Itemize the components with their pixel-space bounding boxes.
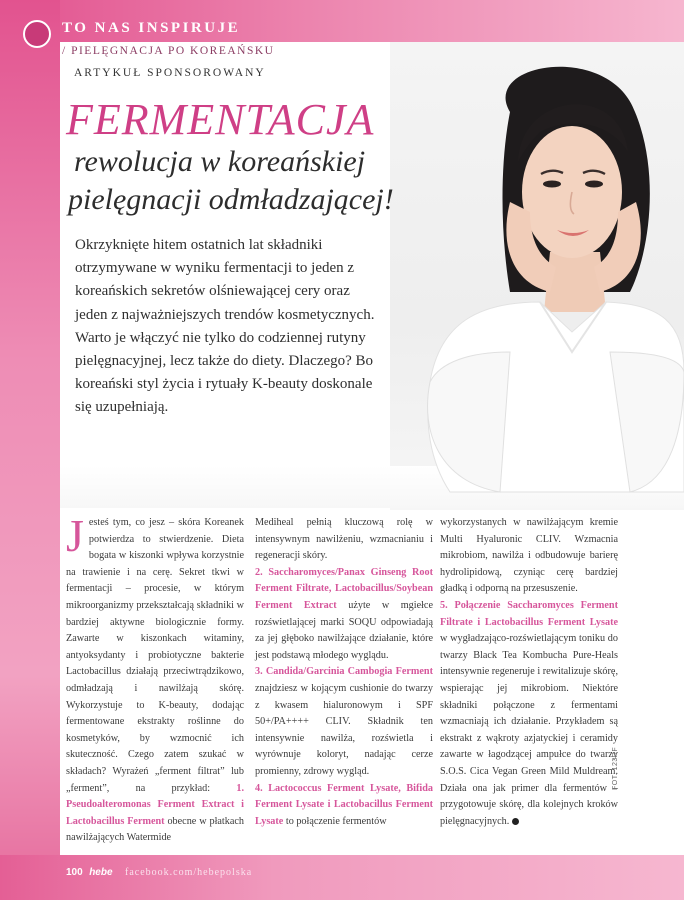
ingredient-highlight: 3. Candida/Garcinia Cambogia Ferment [255, 666, 433, 678]
ingredient-highlight: 5. Połączenie Saccharomyces Ferment Filtrate i Lactobacillus Ferment Lysate [440, 599, 618, 628]
face-mask-icon [23, 20, 51, 48]
left-frame-band [0, 0, 60, 900]
subtitle-line-1: rewolucja w koreańskiej [74, 145, 366, 178]
ingredient-highlight: 4. Lactococcus Ferment Lysate, Bifida Ferment Lysate i Lactobacillus Ferment Lysate [255, 782, 433, 827]
page-footer [66, 867, 252, 878]
sponsored-label: ARTYKUŁ SPONSOROWANY [74, 67, 266, 79]
section-label: / PIELĘGNACJA PO KOREAŃSKU [62, 45, 275, 57]
section-kicker: TO NAS INSPIRUJE [62, 20, 241, 36]
brand-logo: hebe [89, 867, 113, 878]
body-text: w wygładzająco-rozświetlającym toniku do twarzy Black Tea Kombucha Pure-Heals intensywnie regeneruje i rewitalizuje skórę, wspierając jej mikrobiom. Niektóre składniki połączone z fermentami wzmacniają ich działanie. Przykładem są ekstrakt z wąkroty azjatyckiej i ceramidy zawarte w łagodzącej ampułce do twarzy S.O.S. Cica Vegan Green Mild Muldream. Działa ona jak primer dla fermentów – przygotowuje skórę, dla kolejnych kroków pielęgnacyjnych. [440, 633, 618, 827]
body-text: użyte w mgiełce rozświetlającej marki SOQU odpowiadają za jej głęboko nawilżające działanie, które jest podstawą młodego wyglądu. [255, 599, 433, 661]
page-number: 100 [66, 867, 83, 878]
body-text: znajdziesz w kojącym cushionie do twarzy z kwasem hialuronowym i SPF 50+/PA++++ CLIV. Składnik ten intensywnie nawilża, rozświetla i wyrównuje koloryt, nadając cerze promienny, zdrowy wygląd. [255, 682, 433, 777]
photo-credit: FOT. 123RF [612, 746, 619, 790]
text-column-1 [66, 510, 244, 847]
lead-paragraph: Okrzyknięte hitem ostatnich lat składniki otrzymywane w wyniku fermentacji to jeden z koreańskich sekretów olśniewającej cery oraz jeden z najważniejszych trendów kosmetycznych. Warto je włączyć nie tylko do codziennej rutyny pielęgnacyjnej, lecz także do diety. Dlaczego? Bo koreański styl życia i rytuały K-beauty doskonale się uzupełniają. [75, 237, 375, 416]
article-subtitle [68, 143, 448, 219]
ingredient-highlight: 1. Pseudoalteromonas Ferment Extract i Lactobacillus Ferment [66, 782, 244, 827]
body-text: esteś tym, co jesz – skóra Koreanek potwierdza to stwierdzenie. Dieta bogata w kiszonki wpływa korzystnie na trawienie i na cerę. Sekret tkwi w fermentacji – procesie, w którym mikroorganizmy przekształcają składniki w bardziej aktywne biologicznie formy. Zawarte w kiszonkach witaminy, antyoksydanty i probiotyczne bakterie Lactobacillus działają przeciwtrądzikowo, odmładzają i nawilżają skórę. Wykorzystuje to K-beauty, dodając fermentowane ekstrakty roślinne do kosmetyków, by wzmocnić ich skuteczność. Czego zatem szukać w składach? Wyrażeń „ferment filtrat” lub „ferment”, na przykład: [66, 517, 244, 794]
drop-cap: J [66, 510, 84, 561]
text-column-3 [440, 515, 618, 830]
body-text: obecne w płatkach nawilżających Watermide [66, 815, 244, 844]
body-text: wykorzystanych w nawilżającym kremie Multi Hyaluronic CLIV. Wzmacnia mikrobiom, nawilża i odbudowuje barierę hydrolipidową, czyniąc cerę bardziej gładką i odporną na przesuszenie. [440, 517, 618, 595]
woman-photo [360, 52, 684, 512]
subtitle-line-2: pielęgnacji odmładzającej! [68, 183, 394, 216]
text-column-2 [255, 515, 433, 830]
social-link[interactable]: facebook.com/hebepolska [125, 867, 253, 878]
body-text: Mediheal pełnią kluczową rolę w intensywnym nawilżeniu, wzmacnianiu i regeneracji skóry. [255, 517, 433, 562]
article-title: FERMENTACJA [66, 95, 375, 144]
end-mark-icon [512, 818, 519, 825]
ingredient-highlight: 2. Saccharomyces/Panax Ginseng Root Ferment Filtrate, Lactobacillus/Soybean Ferment Extract [255, 566, 433, 611]
body-text: to połączenie fermentów [283, 815, 387, 827]
